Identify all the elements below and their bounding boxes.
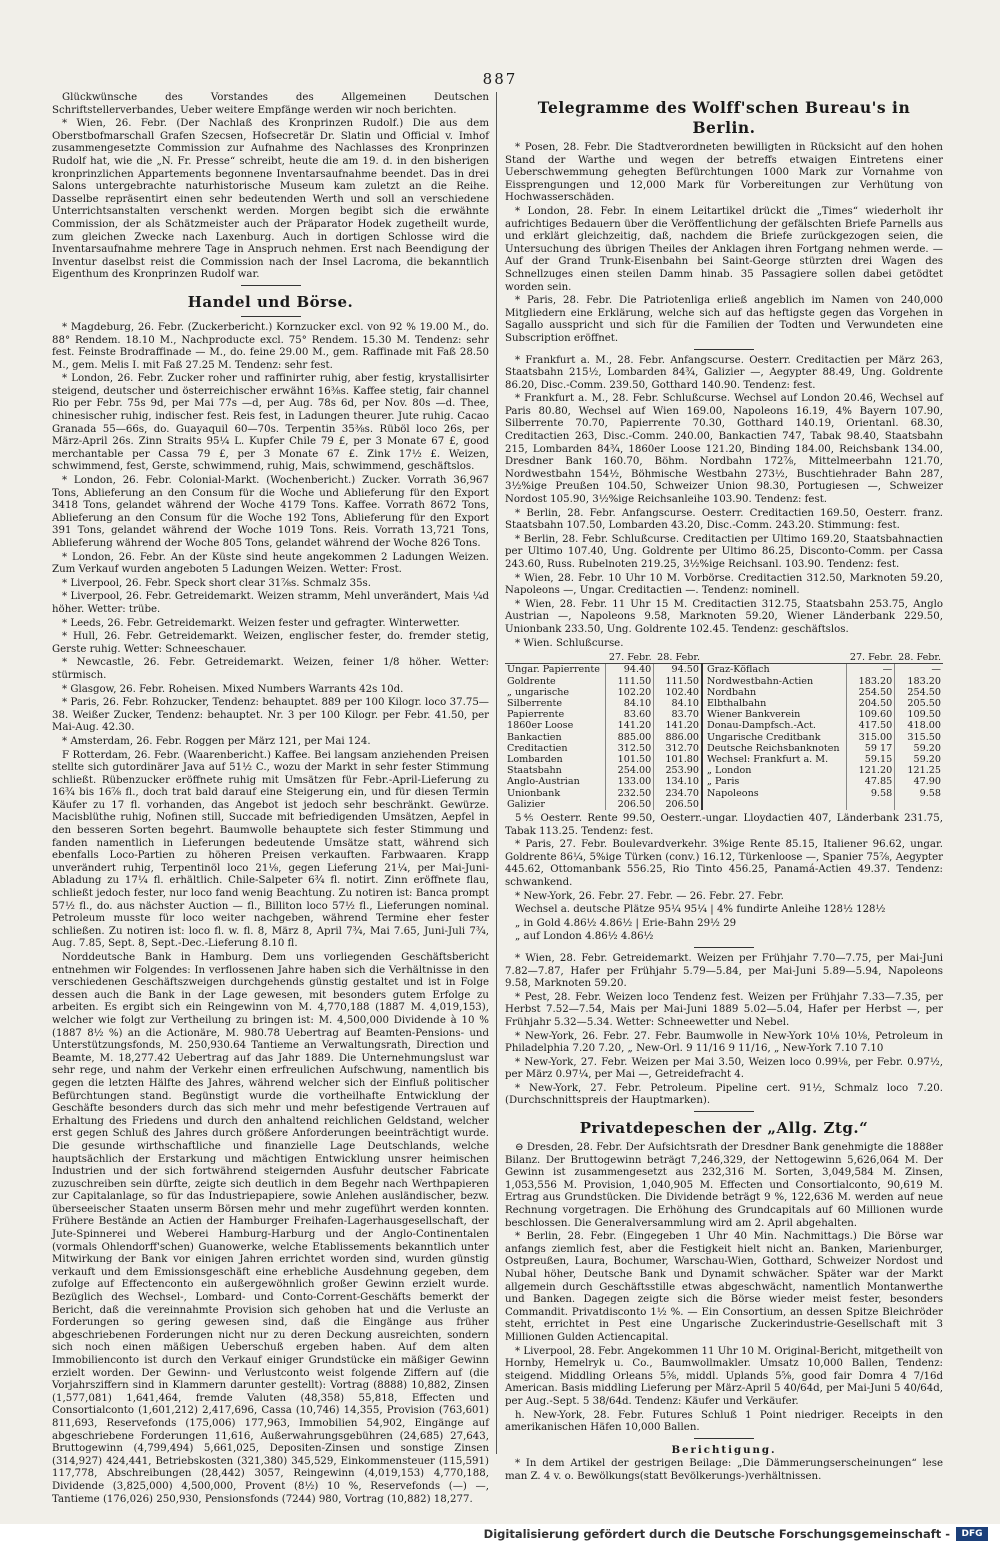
separator <box>241 316 301 317</box>
section-heading-telegramme: Telegramme des Wolff'schen Bureau's in Berlin. <box>537 98 911 137</box>
table-cell: 102.20 <box>605 687 653 698</box>
market-report: * London, 26. Febr. An der Küste sind heute angekommen 2 Ladungen Weizen. Zum Verkauf wurden angeboten 5 Ladungen Weizen. Wetter: Frost. <box>52 551 489 576</box>
table-cell: Unionbank <box>507 787 561 799</box>
private-dispatch: h. New-York, 28. Febr. Futures Schluß 1 Point niedriger. Receipts in den amerikanischen Häfen 10,000 Ballen. <box>505 1409 943 1434</box>
table-cell: 83.70 <box>654 709 702 720</box>
table-cell: 111.50 <box>654 676 702 687</box>
table-cell: 47.85 <box>846 776 894 787</box>
table-cell: 94.40 <box>605 664 653 676</box>
correction-text: * In dem Artikel der gestrigen Beilage: „Die Dämmerungserscheinungen“ lese man Z. 4 v. o. Bewölkungs(statt Bevölkerungs-)verhältnissen. <box>505 1458 943 1482</box>
table-cell: 206.50 <box>605 799 653 810</box>
table-cell: 59 17 <box>846 743 894 754</box>
dfg-logo-icon: DFG <box>956 1527 988 1541</box>
table-cell: Ungarische Creditbank <box>702 732 846 743</box>
table-cell: Anglo-Austrian <box>507 776 580 788</box>
bank-report-article: Norddeutsche Bank in Hamburg. Dem uns vorliegenden Geschäftsbericht entnehmen wir Folgendes: In verflossenen Jahre haben sich die Verhältnisse in den verschiedenen Geschäftszweigen durchgehends günstig gestaltet und ist in Folge dessen auch die Bank in der Lage gewesen, mit besonders gutem Erfolge zu arbeiten. Es ergibt sich ein Reingewinn von M. 4,770,188 (1887 M. 4,019,153), welcher wie folgt zur Vertheilung zu bringen ist: M. 4,500,000 Dividende à 10 % (1887 8½ %) an die Actionäre, M. 980.78 Uebertrag auf Beamten-Pensions- und Unterstützungsfonds, M. 250,930.64 Tantieme an Verwaltungsrath, Direction und Beamte, M. 18,277.42 Uebertrag auf das Jahr 1889. Die Unternehmungslust war sehr rege, und nahm der Verkehr einen erfreulichen Aufschwung, namentlich bis gegen die letzten Hälfte des Jahres, während welcher sich der Einfluß politischer Befürchtungen stand. Begünstigt wurde die vortheilhafte Entwicklung der Geschäfte besonders durch das sich mehr und mehr befestigende Vertrauen auf Erhaltung des Friedens und durch den anhaltend reichlichen Geldstand, welcher erst gegen Schluß des Jahres durch größere Anforderungen beeinträchtigt wurde. Die gesunde wirthschaftliche und finanzielle Lage Deutschlands, welche hauptsächlich der Erstarkung und mächtigen Entwicklung unsrer heimischen Industrien und der sich fortwährend steigernden Ausfuhr deutscher Fabricate zuzuschreiben sein dürfte, zeigte sich deutlich in dem Begehr nach Werthpapieren zur Capitalanlage, so für das Industriepapiere, sowie Anlehen ausländischer, bezw. überseeischer Staaten unserm Börsen mehr und mehr zugeführt werden konnten. Frühere Bestände an Actien der Hamburger Freihafen-Lagerhausgesellschaft, der Jute-Spinnerei und Weberei Hamburg-Harburg und der Anglo-Continentalen (vormals Ohlendorff'schen) Guanowerke, welche Etablissements bekanntlich unter Mitwirkung der Bank vor einigen Jahren errichtet worden sind, wurden günstig verkauft und dem Emissionsgeschäft eine erhebliche Ausdehnung gegeben, dem zufolge auf Effectenconto ein außergewöhnlich großer Gewinn erzielt wurde. Bezüglich des Wechsel-, Lombard- und Conto-Corrent-Geschäfts bemerkt der Bericht, daß die vereinnahmte Provision sich gehoben hat und die Verluste an Forderungen so gering gewesen sind, daß die Eingänge aus früher abgeschriebenen Forderungen nicht nur zu deren Deckung ausreichten, sondern sich noch einen mäßigen Ueberschuß ergeben haben. Auf dem alten Immobiliencontо ist durch den Verkauf einiger Grundstücke ein mäßiger Gewinn erzielt worden. Der Gewinn- und Verlustconto weist folgende Ziffern auf (die Vorjahrsziffern sind in Klammern darunter gestellt): Vortrag (8888) 10,882, Zinsen (1,577,081) 1,641,464, fremde Valuten (48,358) 55,818, Effecten und Consortialconto (1,601,212) 2,417,696, Cassa (10,746) 14,355, Provision (763,601) 811,693, Reservefonds (175,006) 177,963, Immobilien 54,902, Eingänge auf abgeschriebene Forderungen 11,616, Außerwahrungsgebühren (24,685) 27,643, Bruttogewinn (4,799,494) 5,661,025, Depositen-Zinsen und sonstige Zinsen (314,927) 424,441, Betriebskosten (321,380) 345,529, Einkommensteuer (115,591) 117,778, Abschreibungen (28,442) 3057, Reingewinn (4,019,153) 4,770,188, Dividende (3,825,000) 4,500,000, Provent (8½) 10 %, Reservefonds (—) —, Tantieme (176,026) 250,930, Pensionsfonds (7244) 980, Vortrag (10,882) 18,277. <box>52 952 489 1505</box>
table-row <box>505 709 943 720</box>
section-heading-privatdepeschen: Privatdepeschen der „Allg. Ztg.“ <box>579 1119 869 1138</box>
table-row <box>505 776 943 787</box>
table-cell <box>702 799 846 810</box>
table-cell: 1860er Loose <box>507 720 574 732</box>
table-cell: „ Paris <box>702 776 846 787</box>
table-cell: 134.10 <box>654 776 702 787</box>
table-header-cell: 27. Febr. <box>846 652 894 664</box>
table-header-cell: 28. Febr. <box>654 652 702 664</box>
stock-report: * Wien, 28. Febr. 11 Uhr 15 M. Creditactien 312.75, Staatsbahn 253.75, Anglo Austrian —, Napoleons 9.58, Marknoten 59.20, Wiener Länderbank 229.50, Unionbank 233.50, Ung. Goldrente 102.45. Tendenz: geschäftslos. <box>505 598 943 635</box>
table-cell: 254.50 <box>846 687 894 698</box>
digitization-footer <box>0 1524 1000 1544</box>
table-cell: 253.90 <box>654 765 702 776</box>
stock-report: „ in Gold 4.86½ 4.86½ | Erie-Bahn 29½ 29 <box>515 917 737 929</box>
table-row <box>505 664 943 676</box>
private-dispatch: * Liverpool, 28. Febr. Angekommen 11 Uhr 10 M. Original-Bericht, mitgetheilt von Hornby, Hemelryk u. Co., Baumwollmakler. Umsatz 10,000 Ballen, Tendenz: steigend. Middling Orleans 5⅝, middl. Uplands 5⅝, good fair Domra 4 7/16d American. Basis middling Lieferung per März-April 5 40/64d, per Mai-Juni 5 40/64d, per Aug.-Sept. 5 38/64d. Tendenz: Käufer und Verkäufer. <box>505 1345 943 1407</box>
table-cell: 141.20 <box>605 720 653 731</box>
table-cell: 84.10 <box>605 698 653 709</box>
stock-report: * Wien. Schlußcurse. <box>515 637 624 649</box>
stock-report: * Frankfurt a. M., 28. Febr. Schlußcurse. Wechsel auf London 20.46, Wechsel auf Paris 80.80, Wechsel auf Wien 169.00, Napoleons 16.19, 4% Bayern 107.90, Silberrente 70.70, Papierrente 70.30, Gotthard 140.19, Orientanl. 68.30, Creditactien 263, Disc.-Comm. 240.00, Bankactien 747, Tabak 98.40, Staatsbahn 215, Lombarden 84¾, 1860er Loose 121.20, Binding 184.00, Reichsbank 134.00, Dresdner Bank 160.70, Böhm. Nordbahn 172⅞, Mittelmeerbahn 121.70, Nordwestbahn 154½, Böhmische Westbahn 273½, Buschtiehrader Bahn 287, 3½%ige Preußen 104.50, Schweizer Union 98.30, Portugiesen —, Schweizer Nordost 105.90, 3½%ige Reichsanleihe 103.90. Tendenz: fest. <box>505 393 943 506</box>
page-number: 887 <box>482 70 518 88</box>
separator <box>694 1438 754 1439</box>
table-cell: 183.20 <box>846 676 894 687</box>
table-cell: 121.20 <box>846 765 894 776</box>
market-report: F Rotterdam, 26. Febr. (Waarenbericht.) Kaffee. Bei langsam anziehenden Preisen stellte sich gutordinärer Java auf 51½ C., wozu der Markt in sehr fester Stimmung schließt. Rübenzucker eröffnete ruhig mit Umsätzen für Febr.-April-Lieferung zu 16¾ bis 16⅞ fl., doch trat bald darauf eine Steigerung ein, und für diesen Termin Käufer zu 17 fl. vorhanden, das Angebot ist jedoch sehr beschränkt. Gewürze. Macisblüthe ruhig, Nofinen still, Succade mit befriedigenden Umsätzen, Aepfel in den besseren Sorten begehrt. Baumwolle behauptete sich fester Stimmung und fanden namentlich in Lieferungen bedeutende Umsätze statt, während sich ebenfalls Loco-Partien zu höheren Preisen verkauften. Farbwaaren. Krapp unverändert ruhig, Terpentinöl loco 21⅛, gegen Lieferung 21¼, per Mai-Juni-Abladung zu 17¼ fl. erhältlich. Chile-Salpeter 6¾ fl. notirt. Zinn eröffnete flau, schließt jedoch fester, nur loco fand wenig Beachtung. Zu notiren ist: Banca prompt 57½ fl., do. aus nächster Auction — fl., Billiton loco 57½ fl., Lieferungen nominal. Petroleum musste für loco weiter nachgeben, während Termine eher fester schließen. Zu notiren ist: loco fl. w. fl. 8, März 8, April 7¾, Mai 7.65, Juni-Juli 7¾, Aug. 7.85, Sept. 8, Sept.-Dec.-Lieferung 8.10 fl. <box>52 749 489 950</box>
table-row <box>505 765 943 776</box>
table-cell: 59.20 <box>895 743 943 754</box>
table-cell: 101.50 <box>605 754 653 765</box>
table-cell: 418.00 <box>895 720 943 731</box>
table-cell: 315.50 <box>895 732 943 743</box>
table-cell: 886.00 <box>654 732 702 743</box>
table-cell: Nordwestbahn-Actien <box>702 676 846 687</box>
table-cell: 9.58 <box>895 788 943 799</box>
table-row <box>505 743 943 754</box>
table-cell: Papierrente <box>507 709 565 721</box>
stock-report: * New-York, 26. Febr. 27. Febr. — 26. Febr. 27. Febr. <box>515 890 784 902</box>
stock-report: 5⅘ Oesterr. Rente 99.50, Oesterr.-ungar. Lloydactien 407, Länderbank 231.75, Tabak 113.25. Tendenz: fest. <box>505 813 943 837</box>
table-cell: Donau-Dampfsch.-Act. <box>702 720 846 731</box>
table-cell: 111.50 <box>605 676 653 687</box>
wien-nachlass-article: * Wien, 26. Febr. (Der Nachlaß des Kronprinzen Rudolf.) Die aus dem Oberstbofmarschall Grafen Szecsen, Hofsecretär Dr. Slatin und Official v. Imhof zusammengesetzte Commission zur Aufnahme des Nachlasses des Kronprinzen Rudolf hat, wie die „N. Fr. Presse“ schreibt, heute die am 19. d. in den bisherigen kronprinzlichen Appartements begonnene Inventarsaufnahme beendet. Das in drei Salons untergebrachte naturhistorische Museum kam zuletzt an die Reihe. Dasselbe repräsentirt einen sehr bedeutenden Werth und soll an verschiedene Unterrichtsanstalten verschenkt werden. Morgen begibt sich die erwähnte Commission, der als Schätzmeister auch der Präparator Hodek zugetheilt wurde, zum gleichen Zwecke nach Laxenburg. Auch in dortigen Schlosse wird die Inventarsaufnahme mehrere Tage in Anspruch nehmen. Erst nach Beendigung der Inventur daselbst reist die Commission nach der Insel Lacroma, die bekanntlich Eigenthum des Kronprinzen Rudolf war. <box>52 118 489 281</box>
table-cell: „ London <box>702 765 846 776</box>
table-cell: 109.50 <box>895 709 943 720</box>
separator <box>694 349 754 350</box>
intro-paragraph: Glückwünsche des Vorstandes des Allgemeinen Deutschen Schriftstellerverbandes, Ueber weitere Empfänge werden wir noch berichten. <box>52 92 489 116</box>
table-cell <box>895 799 943 810</box>
footer-credit: Digitalisierung gefördert durch die Deutsche Forschungsgemeinschaft - <box>483 1527 950 1541</box>
table-cell: Staatsbahn <box>507 765 562 777</box>
telegram-item: * Posen, 28. Febr. Die Stadtverordneten bewilligten in Rücksicht auf den hohen Stand der Warthe und wegen der betreffs etwaigen Eintretens einer Ueberschwemmung gehegten Befürchtungen 1000 Mark zur Vornahme von Eissprengungen und 12,000 Mark für Vorbereitungen zur Verhütung von Hochwasserschäden. <box>505 142 943 204</box>
market-report: * Magdeburg, 26. Febr. (Zuckerbericht.) Kornzucker excl. von 92 % 19.00 M., do. 88° Rendem. 18.10 M., Nachproducte excl. 75° Rendem. 15.30 M. Tendenz: sehr fest. Feinste Brodraffinade — M., do. feine 29.00 M., gem. Raffinade mit Faß 28.50 M., gem. Melis I. mit Faß 27.25 M. Tendenz: sehr fest. <box>52 321 489 371</box>
table-row <box>505 720 943 731</box>
table-cell: 205.50 <box>895 698 943 709</box>
market-report: * Newcastle, 26. Febr. Getreidemarkt. Weizen, feiner 1/8 höher. Wetter: stürmisch. <box>52 657 489 681</box>
stock-report: * Berlin, 28. Febr. Schlußcurse. Creditactien per Ultimo 169.20, Staatsbahnactien per Ultimo 107.40, Ung. Goldrente per Ultimo 86.25, Disconto-Comm. per Cassa 243.60, Russ. Rubelnoten 219.25, 3½%ige Reichsanl. 103.90. Tendenz: fest. <box>505 533 943 570</box>
market-report: * Glasgow, 26. Febr. Roheisen. Mixed Numbers Warrants 42s 10d. <box>62 683 404 695</box>
table-row <box>505 754 943 765</box>
table-cell: 885.00 <box>605 732 653 743</box>
telegram-item: * London, 28. Febr. In einem Leitartikel drückt die „Times“ wiederholt ihr aufrichtiges Bedauern über die Veröffentlichung der gefälschten Briefe Parnells aus und erklärt gleichzeitig, daß, nachdem die Briefe zurückgezogen seien, die Untersuchung des übrigen Theiles der Anklagen ihren Fortgang nehmen werde. — Auf der Grand Trunk-Eisenbahn bei Saint-George stürzten drei Wagen des Schnellzuges einen steilen Damm hinab. 35 Passagiere sollen dabei getödtet worden sein. <box>505 205 943 293</box>
table-cell: Napoleons <box>702 788 846 799</box>
section-heading-handel: Handel und Börse. <box>187 292 354 311</box>
table-body <box>505 664 943 810</box>
correction-box <box>505 1444 943 1484</box>
table-cell: 234.70 <box>654 788 702 799</box>
market-report: * Hull, 26. Febr. Getreidemarkt. Weizen, englischer fester, do. fremder stetig, Gerste ruhig. Wetter: Schneeschauer. <box>52 631 489 655</box>
table-cell: Ungar. Papierrente <box>507 664 600 676</box>
table-cell: 133.00 <box>605 776 653 787</box>
commodity-report: * Pest, 28. Febr. Weizen loco Tendenz fest. Weizen per Frühjahr 7.33—7.35, per Herbst 7.52—7.54, Mais per Mai-Juni 1889 5.02—5.04, Hafer per Herbst —, per Frühjahr 5.32—5.34. Wetter: Schneewetter und Nebel. <box>505 991 943 1028</box>
table-cell: 121.25 <box>895 765 943 776</box>
table-cell: 141.20 <box>654 720 702 731</box>
market-report: * Liverpool, 26. Febr. Speck short clear 31⅞s. Schmalz 35s. <box>62 577 372 589</box>
table-cell <box>846 799 894 810</box>
separator <box>694 1111 754 1112</box>
table-cell: 94.50 <box>654 664 702 676</box>
table-cell: Deutsche Reichsbanknoten <box>702 743 846 754</box>
table-cell: 9.58 <box>846 788 894 799</box>
market-report: * Paris, 26. Febr. Rohzucker, Tendenz: behauptet. 889 per 100 Kilogr. loco 37.75—38. Weißer Zucker, Tendenz: behauptet. Nr. 3 per 100 Kilogr. per Febr. 41.50, per Mai-Aug. 42.30. <box>52 697 489 734</box>
table-cell: Goldrente <box>507 675 556 687</box>
stock-report: „ auf London 4.86½ 4.86½ <box>515 931 654 943</box>
right-column <box>505 92 943 1485</box>
table-cell: 312.50 <box>605 743 653 754</box>
column-divider <box>496 92 497 1454</box>
table-row <box>505 698 943 709</box>
table-cell: 206.50 <box>654 799 702 810</box>
market-report: * Amsterdam, 26. Febr. Roggen per März 121, per Mai 124. <box>62 735 371 747</box>
table-header-cell <box>505 652 605 664</box>
table-cell: 254.00 <box>605 765 653 776</box>
private-dispatch: * Berlin, 28. Febr. (Eingegeben 1 Uhr 40 Min. Nachmittags.) Die Börse war anfangs ziemlich fest, aber die Festigkeit hielt nicht an. Banken, Marienburger, Ostpreußen, Laura, Bochumer, Warschau-Wien, Gotthard, Schweizer Nordost und Nubal höher, Deutsche Bank und Dynamit schwächer. Später war der Markt allgemein durch Geschäftsstille etwas abgeschwächt, namentlich Montanwerthe und Banken. Dagegen zeigte sich die Börse wieder meist fester, besonders Commandit. Privatdisconto 1½ %. — Ein Consortium, an dessen Spitze Bleichröder steht, errichtet in Pest eine Ungarische Zuckerindustrie-Gesellschaft mit 3 Millionen Gulden Actiencapital. <box>505 1231 943 1343</box>
table-cell: Lombarden <box>507 753 563 765</box>
table-header-cell: 27. Febr. <box>605 652 653 664</box>
commodity-report: * New-York, 27. Febr. Petroleum. Pipeline cert. 91½, Schmalz loco 7.20. (Durchschnittspreis der Hauptmarken). <box>505 1082 943 1107</box>
table-cell: „ ungarische <box>507 686 570 698</box>
table-cell: 315.00 <box>846 732 894 743</box>
table-row <box>505 788 943 799</box>
table-cell: 84.10 <box>654 698 702 709</box>
table-row <box>505 687 943 698</box>
table-cell: 204.50 <box>846 698 894 709</box>
private-dispatch: ⊖ Dresden, 28. Febr. Der Aufsichtsrath der Dresdner Bank genehmigte die 1888er Bilanz. Der Bruttogewinn beträgt 7,246,329, der Nettogewinn 5,626,064 M. Der Gewinn ist zusammengesetzt aus 232,316 M. Sorten, 3,049,584 M. Zinsen, 1,053,556 M. Provision, 1,040,905 M. Effecten und Consortialconto, 90,619 M. Ertrag aus Grundstücken. Die Dividende beträgt 9 %, 122,636 M. werden auf neue Rechnung vorgetragen. Die Erhöhung des Grundcapitals auf 60 Millionen wurde beschlossen. Die Generalversammlung wird am 2. April abgehalten. <box>505 1142 943 1229</box>
table-cell: 83.60 <box>605 709 653 720</box>
table-cell: Bankactien <box>507 731 562 743</box>
table-cell: — <box>895 664 943 676</box>
table-cell: Nordbahn <box>702 687 846 698</box>
stock-report: * Wien, 28. Febr. 10 Uhr 10 M. Vorbörse. Creditactien 312.50, Marknoten 59.20, Napoleons —, Ungar. Creditactien —. Tendenz: nominell. <box>505 572 943 597</box>
table-row <box>505 799 943 810</box>
vienna-quotes-table <box>505 652 943 810</box>
market-report: * London, 26. Febr. Zucker roher und raffinirter ruhig, aber festig, krystallisirter steigend, deutscher und österreichischer erwähnt 16⅜s. Kaffee stetig, fair channel Rio per Febr. 75s 9d, per Mai 77s —d, per Aug. 78s 6d, per Nov. 80s —d. Thee, chinesischer ruhig, indischer fest. Reis fest, in Ladungen theurer. Jute ruhig. Cacao Granada 55—66s, do. Guayaquil 60—70s. Terpentin 35⅜s. Rüböl loco 26s, per März-April 26s. Zinn Straits 95¼ L. Kupfer Chile 79 £, per 3 Monate 67 £, good merchantable per Cassa 79 £, per 3 Monate 67 £. Zink 17½ £. Weizen, schwimmend, fest, Gerste, schwimmend, ruhig, Mais, schwimmend, geschäftslos. <box>52 373 489 473</box>
table-cell: — <box>846 664 894 676</box>
separator <box>241 285 301 286</box>
table-header-cell <box>702 652 846 664</box>
table-cell: Galizier <box>507 798 545 810</box>
left-column <box>52 92 489 1507</box>
table-header-row <box>505 652 943 664</box>
market-report: * London, 26. Febr. Colonial-Markt. (Wochenbericht.) Zucker. Vorrath 36,967 Tons, Ablieferung an den Consum für die Woche und Ablieferung für den Export 3418 Tons, gelandet während der Woche 4179 Tons. Kaffee. Vorrath 8672 Tons, Ablieferung an den Consum für die Woche 192 Tons, Ablieferung für den Export 391 Tons, gelandet während der Woche 1019 Tons. Reis. Vorrath 13,721 Tons, Ablieferung während der Woche 805 Tons, gelandet während der Woche 826 Tons. <box>52 475 489 549</box>
table-cell: Silberrente <box>507 697 563 709</box>
commodity-report: * Wien, 28. Febr. Getreidemarkt. Weizen per Frühjahr 7.70—7.75, per Mai-Juni 7.82—7.87, Hafer per Frühjahr 5.79—5.84, per Mai-Juni 5.89—5.94, Napoleons 9.58, Marknoten 59.20. <box>505 952 943 990</box>
correction-title: Berichtigung. <box>671 1443 777 1456</box>
commodity-report: * New-York, 27. Febr. Weizen per Mai 3.50, Weizen loco 0.99⅛, per Febr. 0.97½, per März 0.97¼, per Mai —, Getreidefracht 4. <box>505 1056 943 1081</box>
table-cell: 254.50 <box>895 687 943 698</box>
table-cell: Wiener Bankverein <box>702 709 846 720</box>
commodity-report: * New-York, 26. Febr. 27. Febr. Baumwolle in New-York 10⅛ 10⅛, Petroleum in Philadelphia 7.20 7.20, „ New-Orl. 9 11/16 9 11/16, „ New-York 7.10 7.10 <box>505 1030 943 1055</box>
stock-report: * Paris, 27. Febr. Boulevardverkehr. 3%ige Rente 85.15, Italiener 96.62, ungar. Goldrente 86¼, 5%ige Türken (conv.) 16.12, Türkenloose —, Spanier 75⅞, Aegypter 445.62, Ottomanbank 556.25, Rio Tinto 456.25, Panamá-Actien 49.37. Tendenz: schwankend. <box>505 839 943 888</box>
table-cell: 59.15 <box>846 754 894 765</box>
table-cell: 417.50 <box>846 720 894 731</box>
table-cell: 312.70 <box>654 743 702 754</box>
table-cell: 232.50 <box>605 788 653 799</box>
table-cell: 101.80 <box>654 754 702 765</box>
market-report: * Leeds, 26. Febr. Getreidemarkt. Weizen fester und gefragter. Winterwetter. <box>62 617 460 629</box>
table-cell: Creditactien <box>507 742 568 754</box>
stock-report: * Frankfurt a. M., 28. Febr. Anfangscurse. Oesterr. Creditactien per März 263, Staatsbahn 215½, Lombarden 84¾, Galizier —, Aegypter 88.49, Ung. Goldrente 86.20, Disc.-Comm. 239.50, Gotthard 140.90. Tendenz: fest. <box>505 354 943 391</box>
market-report: * Liverpool, 26. Febr. Getreidemarkt. Weizen stramm, Mehl unverändert, Mais ¼d höher. Wetter: trübe. <box>52 591 489 615</box>
telegram-item: * Paris, 28. Febr. Die Patriotenliga erließ angeblich im Namen von 240,000 Mitgliedern eine Erklärung, welche sich auf das heftigste gegen das Vorgehen in Sagallo ausspricht und sich für die Familien der Todten und Verwundeten eine Subscription eröffnet. <box>505 295 943 344</box>
table-cell: 183.20 <box>895 676 943 687</box>
table-cell: 47.90 <box>895 776 943 787</box>
table-row <box>505 676 943 687</box>
table-cell: Graz-Köflach <box>702 664 846 676</box>
table-cell: 59.20 <box>895 754 943 765</box>
stock-report: * Berlin, 28. Febr. Anfangscurse. Oesterr. Creditactien 169.50, Oesterr. franz. Staatsbahn 107.50, Lombarden 43.20, Disc.-Comm. 243.20. Stimmung: fest. <box>505 507 943 532</box>
table-header-cell: 28. Febr. <box>895 652 943 664</box>
table-cell: Wechsel: Frankfurt a. M. <box>702 754 846 765</box>
table-cell: Elbthalbahn <box>702 698 846 709</box>
stock-report: Wechsel a. deutsche Plätze 95¼ 95¼ | 4% fundirte Anleihe 128½ 128½ <box>515 904 886 916</box>
table-row <box>505 732 943 743</box>
table-cell: 109.60 <box>846 709 894 720</box>
separator <box>694 947 754 948</box>
table-cell: 102.40 <box>654 687 702 698</box>
